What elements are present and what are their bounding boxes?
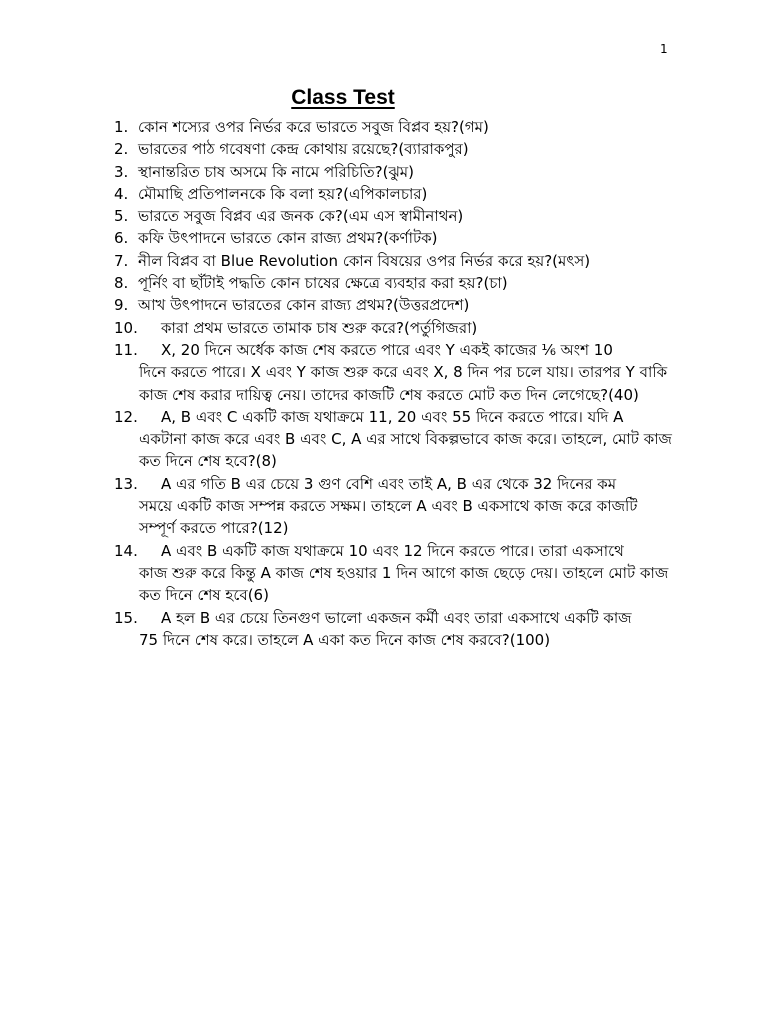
question-number: 15. [114, 608, 138, 627]
question-text [139, 607, 674, 652]
question-continuation: দিনে করতে পারে। X এবং Y কাজ শুরু করে এবং X, 8 দিন পর চলে যায়। তারপর Y বাকি কাজ শেষ করার দায়িত্ব নেয়। তাদের কাজটি শেষ করতে মোট কত দিন লেগেছে?(40) [139, 363, 668, 404]
question-item [114, 272, 674, 294]
question-item [114, 317, 674, 339]
question-text: স্থানান্তরিত চাষ অসমে কি নামে পরিচিতি?(ঝুম) [138, 162, 414, 181]
question-number: 9. [114, 296, 129, 315]
question-list [114, 116, 674, 651]
question-first-line: A এর গতি B এর চেয়ে 3 গুণ বেশি এবং তাই A, B এর থেকে 32 দিনের কম [161, 474, 617, 493]
question-item [114, 161, 674, 183]
question-item [114, 138, 674, 160]
question-continuation: একটানা কাজ করে এবং B এবং C, A এর সাথে বিকল্পভাবে কাজ করে। তাহলে, মোট কাজ কত দিনে শেষ হবে?(8) [139, 430, 672, 471]
question-first-line: X, 20 দিনে অর্ধেক কাজ শেষ করতে পারে এবং Y একই কাজের ⅙ অংশ 10 [161, 340, 613, 359]
question-number: 3. [114, 162, 129, 181]
question-text [139, 540, 674, 607]
question-number: 12. [114, 407, 138, 426]
question-number: 6. [114, 229, 129, 248]
question-first-line: A, B এবং C একটি কাজ যথাক্রমে 11, 20 এবং 55 দিনে করতে পারে। যদি A [161, 407, 624, 426]
question-item [114, 116, 674, 138]
question-continuation: সময়ে একটি কাজ সম্পন্ন করতে সক্ষম। তাহলে A এবং B একসাথে কাজ করে কাজটি সম্পূর্ণ করতে পারে?(12) [139, 497, 638, 538]
question-text: আখ উৎপাদনে ভারতের কোন রাজ্য প্রথম?(উত্তরপ্রদেশ) [138, 296, 470, 315]
question-text: কারা প্রথম ভারতে তামাক চাষ শুরু করে?(পর্তুগিজরা) [161, 318, 478, 337]
question-number: 1. [114, 118, 129, 136]
question-item [114, 406, 674, 473]
question-number: 2. [114, 140, 129, 159]
page-number: 1 [660, 42, 668, 56]
question-first-line: A হল B এর চেয়ে তিনগুণ ভালো একজন কর্মী এবং তারা একসাথে একটি কাজ [161, 608, 632, 627]
question-continuation: কাজ শুরু করে কিন্তু A কাজ শেষ হওয়ার 1 দিন আগে কাজ ছেড়ে দেয়। তাহলে মোট কাজ কত দিনে শেষ হবে(6) [139, 563, 669, 605]
question-text: ভারতে সবুজ বিপ্লব এর জনক কে?(এম এস স্বামীনাথন) [138, 207, 464, 226]
question-continuation: 75 দিনে শেষ করে। তাহলে A একা কত দিনে কাজ শেষ করবে?(100) [139, 630, 551, 649]
question-number: 11. [114, 340, 138, 359]
question-text: মৌমাছি প্রতিপালনকে কি বলা হয়?(এপিকালচার) [138, 184, 428, 203]
question-text: নীল বিপ্লব বা Blue Revolution কোন বিষয়ের ওপর নির্ভর করে হয়?(মৎস) [138, 251, 591, 270]
question-first-line: A এবং B একটি কাজ যথাক্রমে 10 এবং 12 দিনে করতে পারে। তারা একসাথে [161, 541, 624, 560]
question-item [114, 294, 674, 316]
question-item [114, 227, 674, 249]
question-text [139, 406, 674, 473]
question-text: কফি উৎপাদনে ভারতে কোন রাজ্য প্রথম?(কর্ণাটক) [138, 229, 438, 248]
question-text [139, 473, 674, 540]
page-title: Class Test [291, 86, 395, 109]
question-item [114, 473, 674, 540]
question-text [139, 339, 674, 406]
question-text: ভারতের পাঠ গবেষণা কেন্দ্র কোথায় রয়েছে?(ব্যারাকপুর) [138, 140, 469, 159]
question-item [114, 540, 674, 607]
question-number: 5. [114, 207, 129, 226]
question-item [114, 250, 674, 272]
question-number: 8. [114, 274, 129, 293]
question-number: 13. [114, 474, 138, 493]
question-number: 7. [114, 251, 129, 270]
question-number: 4. [114, 184, 129, 203]
question-item [114, 183, 674, 205]
question-item [114, 339, 674, 406]
question-text: পূর্নিং বা ছাঁটাই পদ্ধতি কোন চাষের ক্ষেত্রে ব্যবহার করা হয়?(চা) [138, 274, 508, 293]
question-text: কোন শস্যের ওপর নির্ভর করে ভারতে সবুজ বিপ্লব হয়?(গম) [138, 118, 489, 136]
question-number: 10. [114, 318, 138, 337]
question-item [114, 607, 674, 652]
question-item [114, 205, 674, 227]
question-number: 14. [114, 541, 138, 560]
